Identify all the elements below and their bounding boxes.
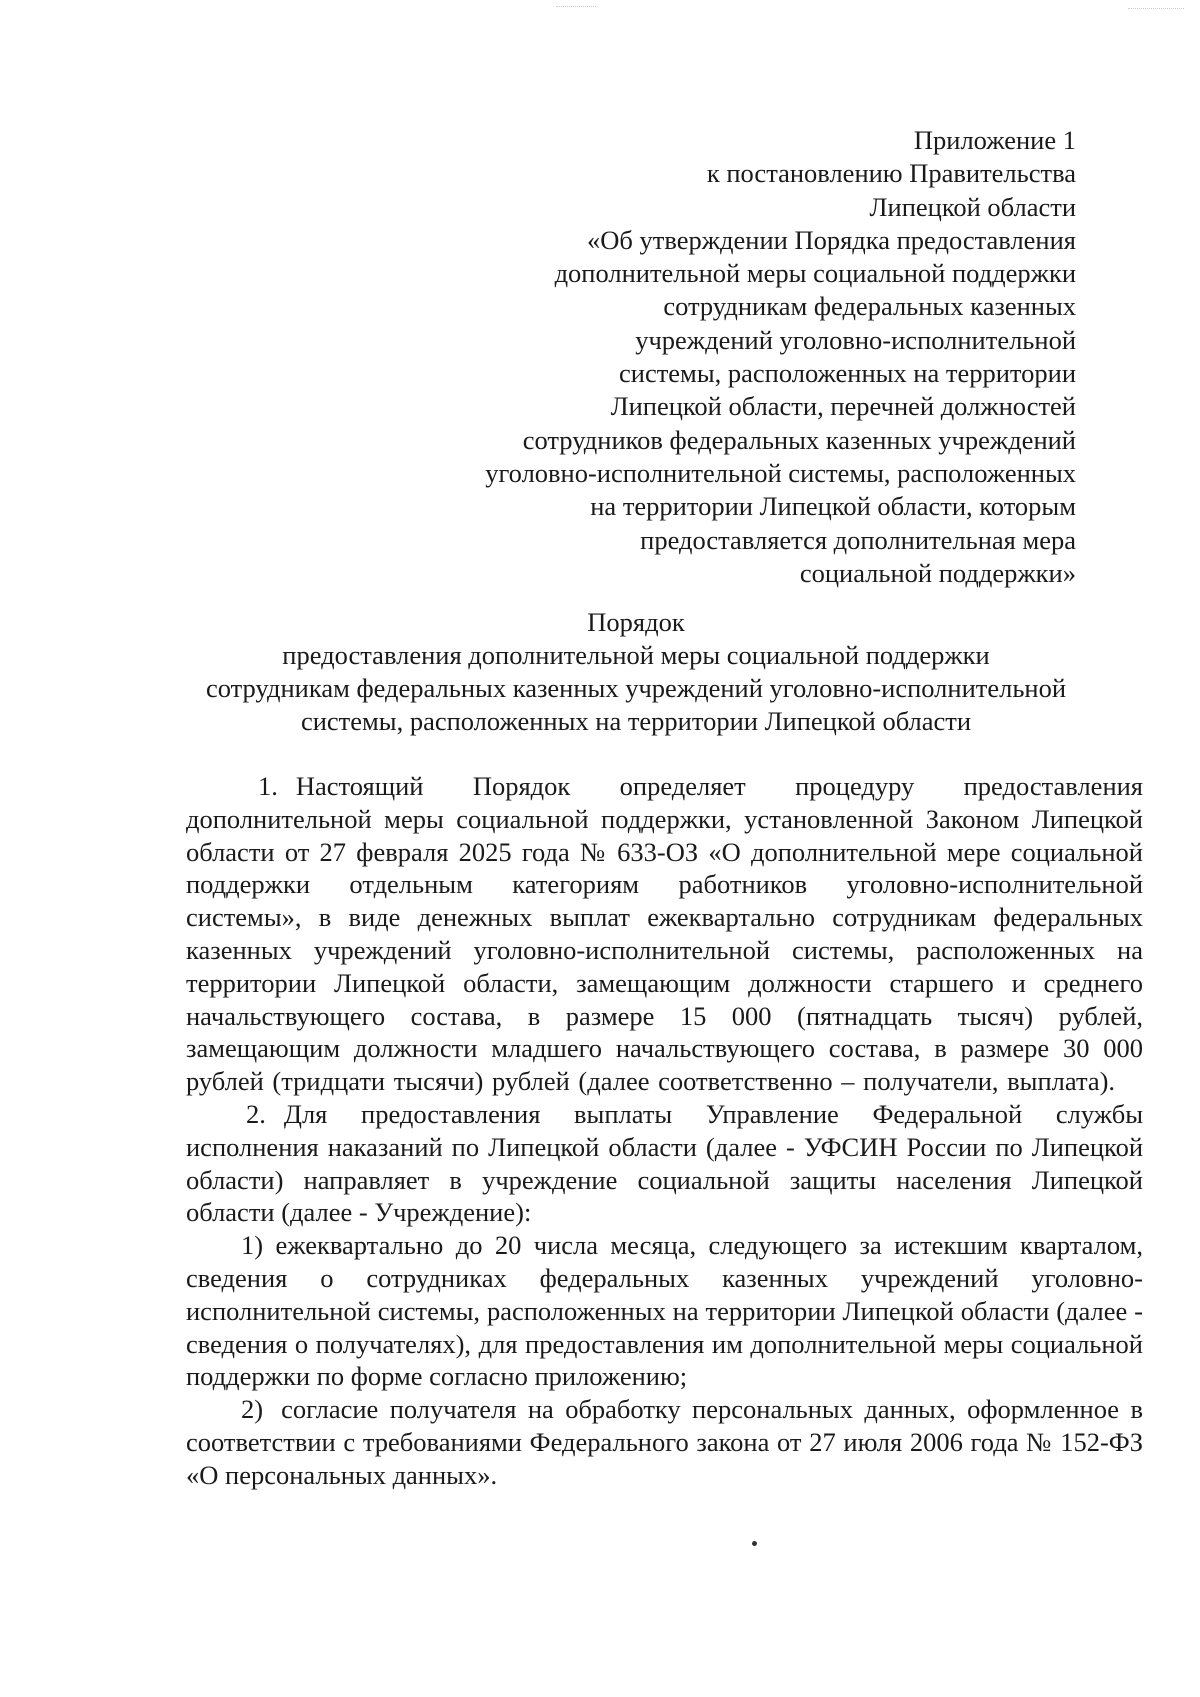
appendix-header-line: Приложение 1	[913, 125, 1076, 155]
appendix-header-line: к постановлению Правительства	[706, 158, 1076, 189]
title-heading: Порядок	[587, 607, 685, 637]
subparagraph-2	[186, 1393, 1143, 1491]
subparagraph-1	[186, 1229, 1143, 1393]
paragraph-number: 2.	[246, 1098, 266, 1129]
paragraph-1	[186, 770, 1143, 1098]
appendix-header	[416, 124, 1076, 590]
appendix-header-line: Липецкой области	[869, 191, 1076, 222]
appendix-header-line: социальной поддержки»	[799, 557, 1076, 588]
title-subtitle-line: системы, расположенных на территории Липецкой области	[300, 706, 972, 736]
scan-mark-top	[556, 6, 596, 10]
appendix-header-line: Липецкой области, перечней должностей	[610, 391, 1076, 422]
appendix-header-line: предоставляется дополнительная мера	[640, 524, 1076, 555]
title-subtitle-line: предоставления дополнительной меры социальной поддержки	[282, 640, 990, 670]
scan-mark-bottom	[751, 1540, 758, 1547]
appendix-header-line: учреждений уголовно-исполнительной	[635, 324, 1076, 355]
paragraph-2	[186, 1098, 1143, 1229]
document-title	[170, 606, 1102, 738]
subparagraph-number: 1)	[241, 1230, 264, 1261]
appendix-header-line: дополнительной меры социальной поддержки	[554, 258, 1076, 289]
appendix-header-line: сотрудникам федеральных казенных	[663, 291, 1076, 322]
paragraph-text: Для предоставления выплаты Управление Федеральной службы исполнения наказаний по Липецкой области (далее - УФСИН России по Липецкой области) направляет в учреждение социальной защиты населения Липецкой области (далее - Учреждение):	[186, 1098, 1143, 1228]
document-body	[186, 770, 1143, 1492]
appendix-header-line: системы, расположенных на территории	[619, 358, 1076, 389]
title-subtitle-line: сотрудникам федеральных казенных учреждений уголовно-исполнительной	[205, 673, 1067, 703]
appendix-header-line: «Об утверждении Порядка предоставления	[587, 224, 1076, 255]
appendix-header-line: сотрудников федеральных казенных учреждений	[522, 424, 1076, 455]
appendix-header-line: уголовно-исполнительной системы, расположенных	[485, 457, 1076, 488]
appendix-header-line: на территории Липецкой области, которым	[590, 491, 1076, 522]
paragraph-number: 1.	[258, 771, 278, 801]
subparagraph-text: ежеквартально до 20 числа месяца, следующего за истекшим кварталом, сведения о сотрудниках федеральных казенных учреждений уголовно-исполнительной системы, расположенных на территории Липецкой области (далее - сведения о получателях), для предоставления им дополнительной меры социальной поддержки по форме согласно приложению;	[186, 1230, 1143, 1392]
subparagraph-number: 2)	[241, 1394, 264, 1425]
scan-mark-top-right	[1128, 8, 1184, 12]
subparagraph-text: согласие получателя на обработку персональных данных, оформленное в соответствии с требованиями Федерального закона от 27 июля 2006 года № 152-ФЗ «О персональных данных».	[186, 1394, 1143, 1490]
paragraph-text: Настоящий Порядок определяет процедуру предоставления дополнительной меры социальной поддержки, установленной Законом Липецкой области от 27 февраля 2025 года № 633-ОЗ «О дополнительной мере социальной поддержки отдельным категориям работников уголовно-исполнительной системы», в виде денежных выплат ежеквартально сотрудникам федеральных казенных учреждений уголовно-исполнительной системы, расположенных на территории Липецкой области, замещающим должности старшего и среднего начальствующего состава, в размере 15 000 (пятнадцать тысяч) рублей, замещающим должности младшего начальствующего состава, в размере 30 000 рублей (тридцати тысячи) рублей (далее соответственно – получатели, выплата).	[186, 771, 1143, 1097]
